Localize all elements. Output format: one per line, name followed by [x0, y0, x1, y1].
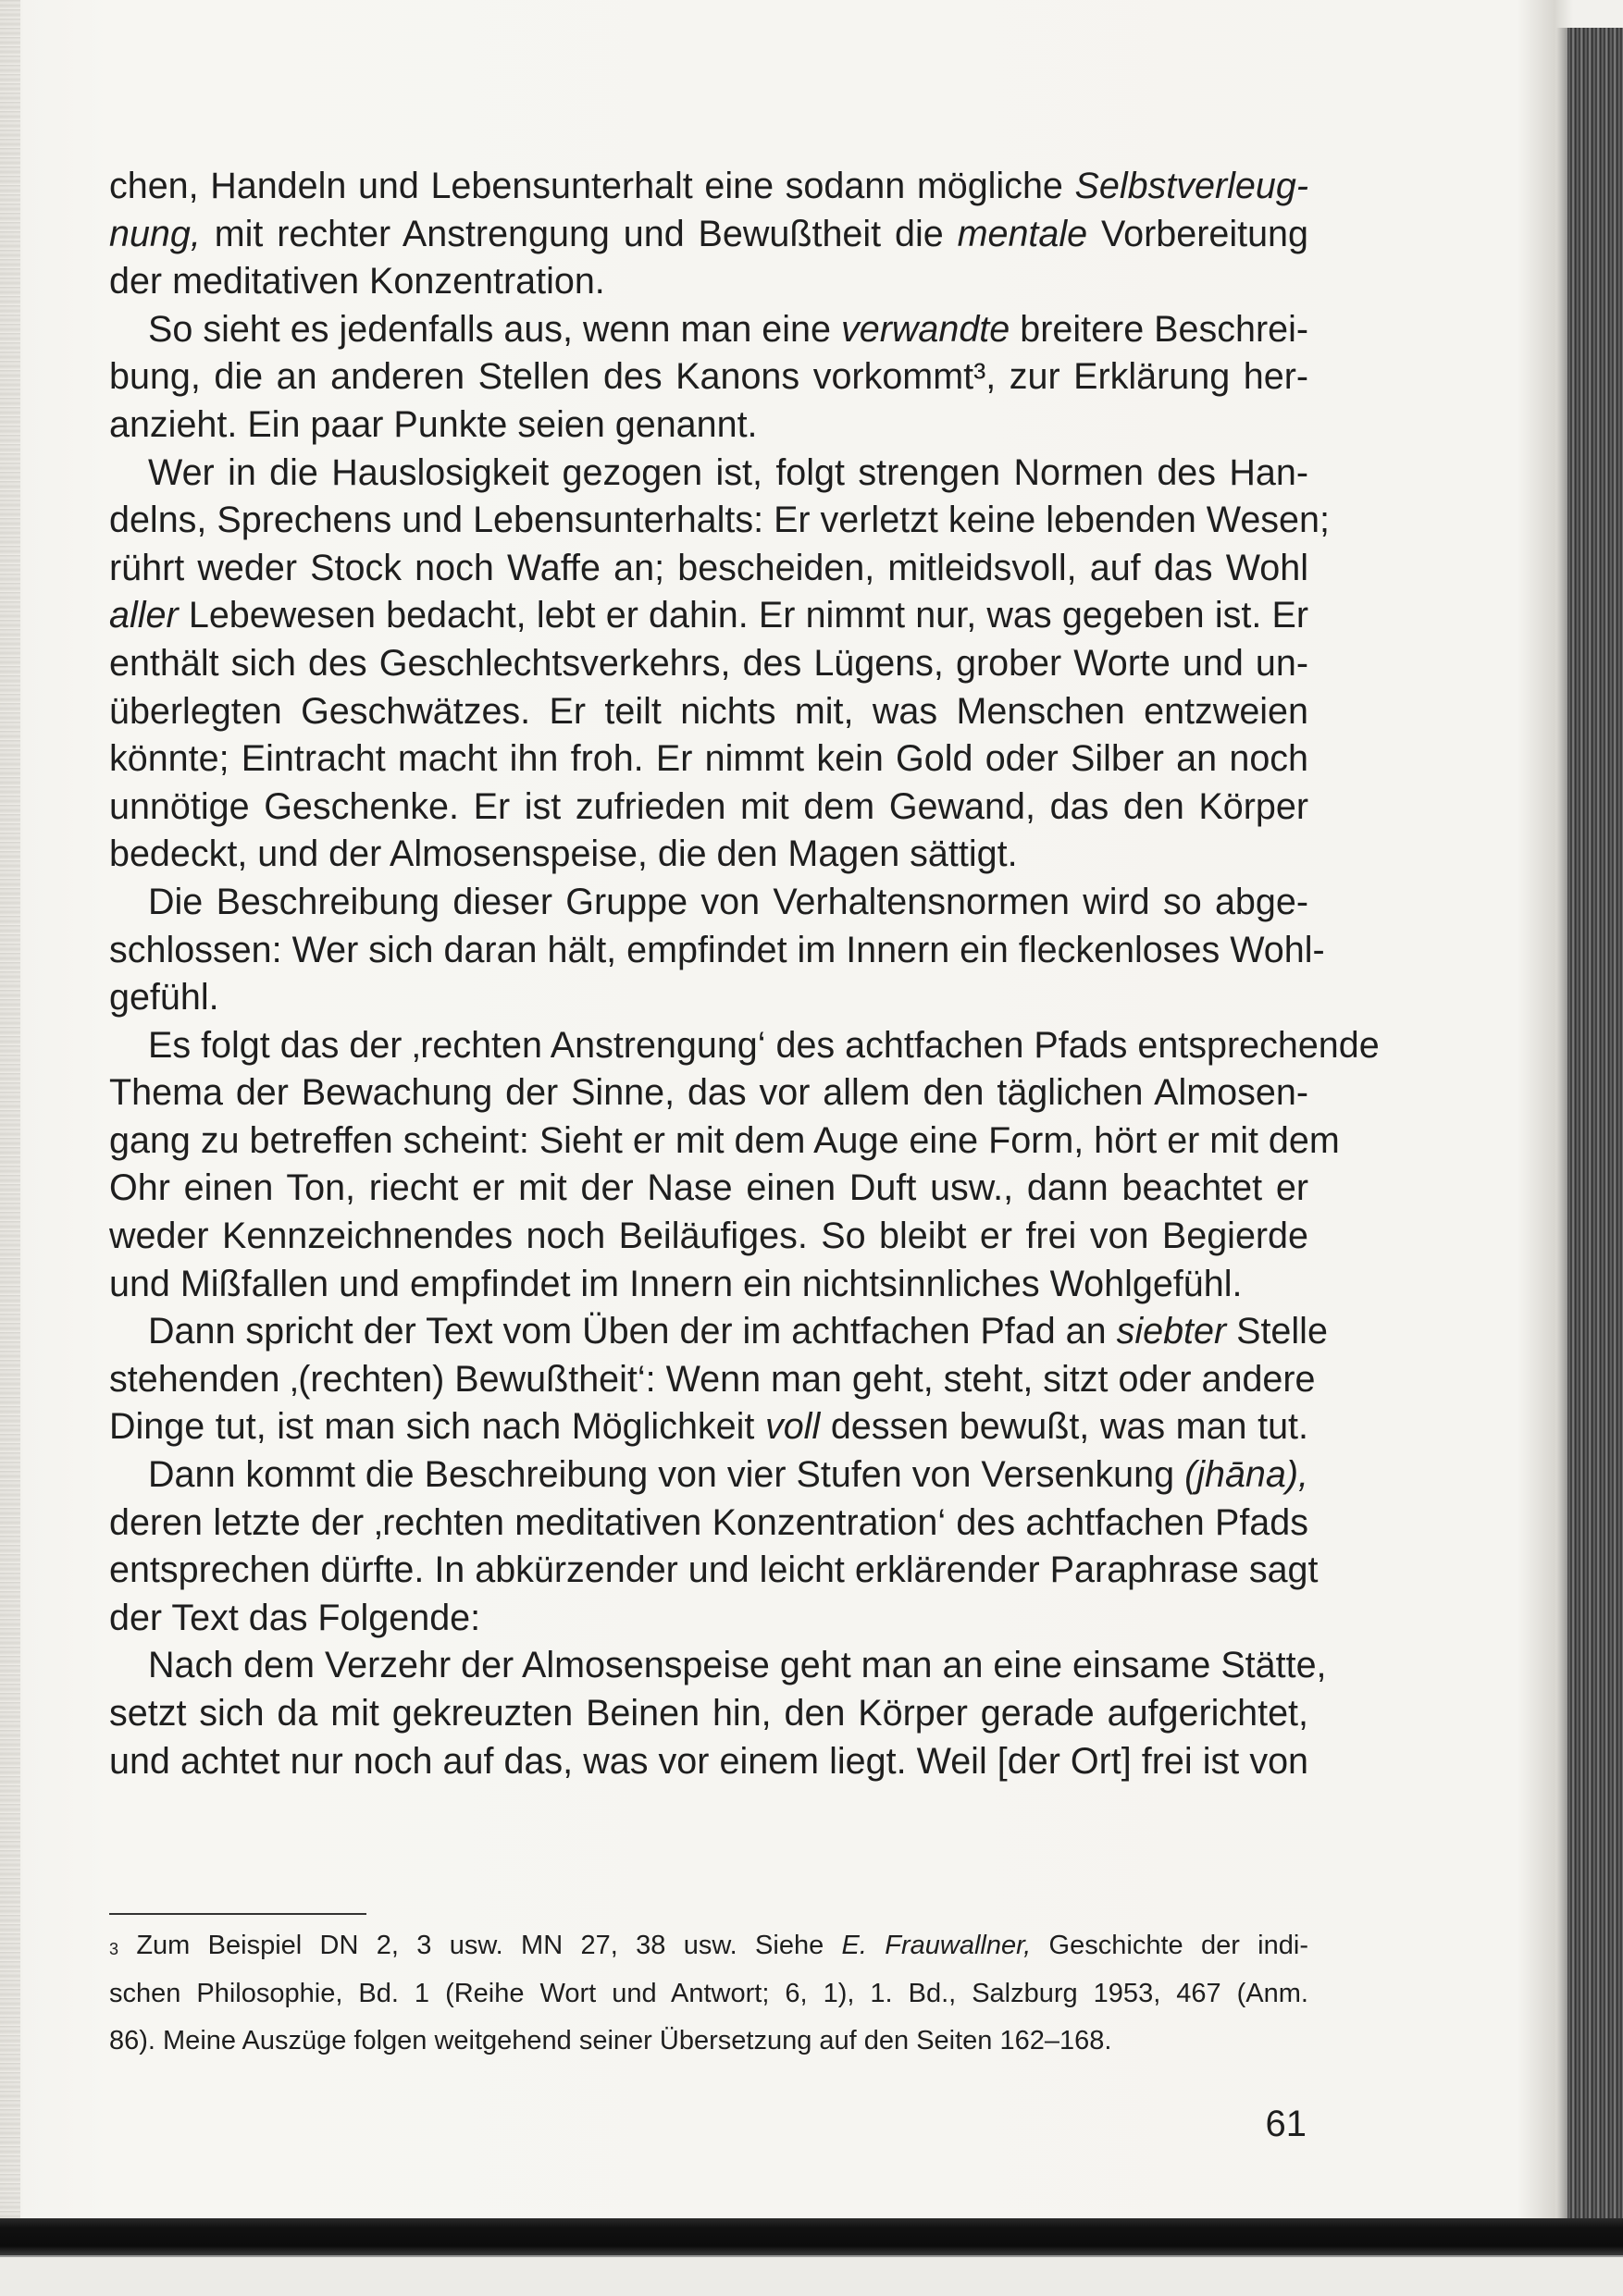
book-spine-shadow — [1567, 28, 1623, 2266]
text-line: Dann spricht der Text vom Üben der im achtfachen Pfad an siebter Stelle — [148, 1311, 1328, 1352]
text-line: Wer in die Hauslosigkeit gezogen ist, folgt strengen Normen des Han- — [148, 451, 1308, 493]
text-line: schlossen: Wer sich daran hält, empfindet im Innern ein fleckenloses Wohl- — [109, 929, 1325, 970]
text-line: weder Kennzeichnendes noch Beiläufiges. So bleibt er frei von Begierde — [109, 1216, 1308, 1257]
body-text — [109, 163, 1380, 1785]
text-line: bedeckt, und der Almosenspeise, die den Magen sättigt. — [109, 833, 1018, 875]
text-line: könnte; Eintracht macht ihn froh. Er nimmt kein Gold oder Silber an noch — [109, 738, 1308, 780]
footnote — [109, 1928, 1308, 2071]
text-line: unnötige Geschenke. Er ist zufrieden mit dem Gewand, das den Körper — [109, 785, 1308, 827]
text-line: deren letzte der ‚rechten meditativen Konzentration‘ des achtfachen Pfads — [109, 1501, 1308, 1543]
footnote-line: $^3$ Zum Beispiel DN 2, 3 usw. MN 27, 38 usw. Siehe E. Frauwallner, Geschichte der indi- — [109, 1931, 1308, 1960]
text-line: überlegten Geschwätzes. Er teilt nichts mit, was Menschen entzweien — [109, 690, 1308, 732]
scan-bottom-strip — [0, 2255, 1623, 2296]
text-line: enthält sich des Geschlechtsverkehrs, des Lügens, grober Worte und un- — [109, 642, 1308, 684]
text-line: der meditativen Konzentration. — [109, 261, 605, 302]
footnote-line: schen Philosophie, Bd. 1 (Reihe Wort und Antwort; 6, 1), 1. Bd., Salzburg 1953, 467 (Anm. — [109, 1978, 1308, 2008]
text-line: Thema der Bewachung der Sinne, das vor allem den täglichen Almosen- — [109, 1072, 1308, 1114]
text-line: Nach dem Verzehr der Almosenspeise geht man an eine einsame Stätte, — [148, 1645, 1327, 1686]
text-line: delns, Sprechens und Lebensunterhalts: Er verletzt keine lebenden Wesen; — [109, 500, 1330, 541]
text-line: So sieht es jedenfalls aus, wenn man eine verwandte breitere Beschrei- — [148, 308, 1308, 350]
text-line: anzieht. Ein paar Punkte seien genannt. — [109, 403, 758, 445]
text-line: entsprechen dürfte. In abkürzender und leicht erklärender Paraphrase sagt — [109, 1549, 1319, 1591]
text-line: und Mißfallen und empfindet im Innern ein nichtsinnliches Wohlgefühl. — [109, 1263, 1243, 1304]
scan-left-edge — [0, 0, 20, 2294]
text-line: Es folgt das der ‚rechten Anstrengung‘ des achtfachen Pfads entsprechende — [148, 1024, 1380, 1066]
scan-bottom-shadow — [0, 2218, 1623, 2255]
text-line: setzt sich da mit gekreuzten Beinen hin, den Körper gerade aufgerichtet, — [109, 1693, 1308, 1734]
text-line: Dinge tut, ist man sich nach Möglichkeit voll dessen bewußt, was man tut. — [109, 1406, 1308, 1448]
text-line: aller Lebewesen bedacht, lebt er dahin. Er nimmt nur, was gegeben ist. Er — [109, 595, 1308, 636]
text-line: rührt weder Stock noch Waffe an; bescheiden, mitleidsvoll, auf das Wohl — [109, 547, 1308, 588]
text-line: bung, die an anderen Stellen des Kanons vorkommt³, zur Erklärung her- — [109, 356, 1308, 398]
text-line: der Text das Folgende: — [109, 1597, 481, 1638]
text-line: Dann kommt die Beschreibung von vier Stufen von Versenkung (jhāna), — [148, 1454, 1308, 1496]
page-number: 61 — [1265, 2104, 1307, 2144]
footnote-number: 3 — [109, 1940, 119, 1958]
footnote-line: 86). Meine Auszüge folgen weitgehend seiner Übersetzung auf den Seiten 162–168. — [109, 2026, 1112, 2056]
text-line: Die Beschreibung dieser Gruppe von Verhaltensnormen wird so abge- — [148, 881, 1308, 922]
text-line: gefühl. — [109, 977, 219, 1018]
text-line: nung, mit rechter Anstrengung und Bewußtheit die mentale Vorbereitung — [109, 213, 1308, 254]
text-line: Ohr einen Ton, riecht er mit der Nase einen Duft usw., dann beachtet er — [109, 1167, 1308, 1209]
text-line: stehenden ‚(rechten) Bewußtheit‘: Wenn man geht, steht, sitzt oder andere — [109, 1358, 1316, 1400]
text-line: chen, Handeln und Lebensunterhalt eine sodann mögliche Selbstverleug- — [109, 166, 1308, 206]
text-line: gang zu betreffen scheint: Sieht er mit dem Auge eine Form, hört er mit dem — [109, 1119, 1340, 1161]
footnote-rule — [109, 1913, 366, 1915]
text-line: und achtet nur noch auf das, was vor einem liegt. Weil [der Ort] frei ist von — [109, 1740, 1308, 1782]
